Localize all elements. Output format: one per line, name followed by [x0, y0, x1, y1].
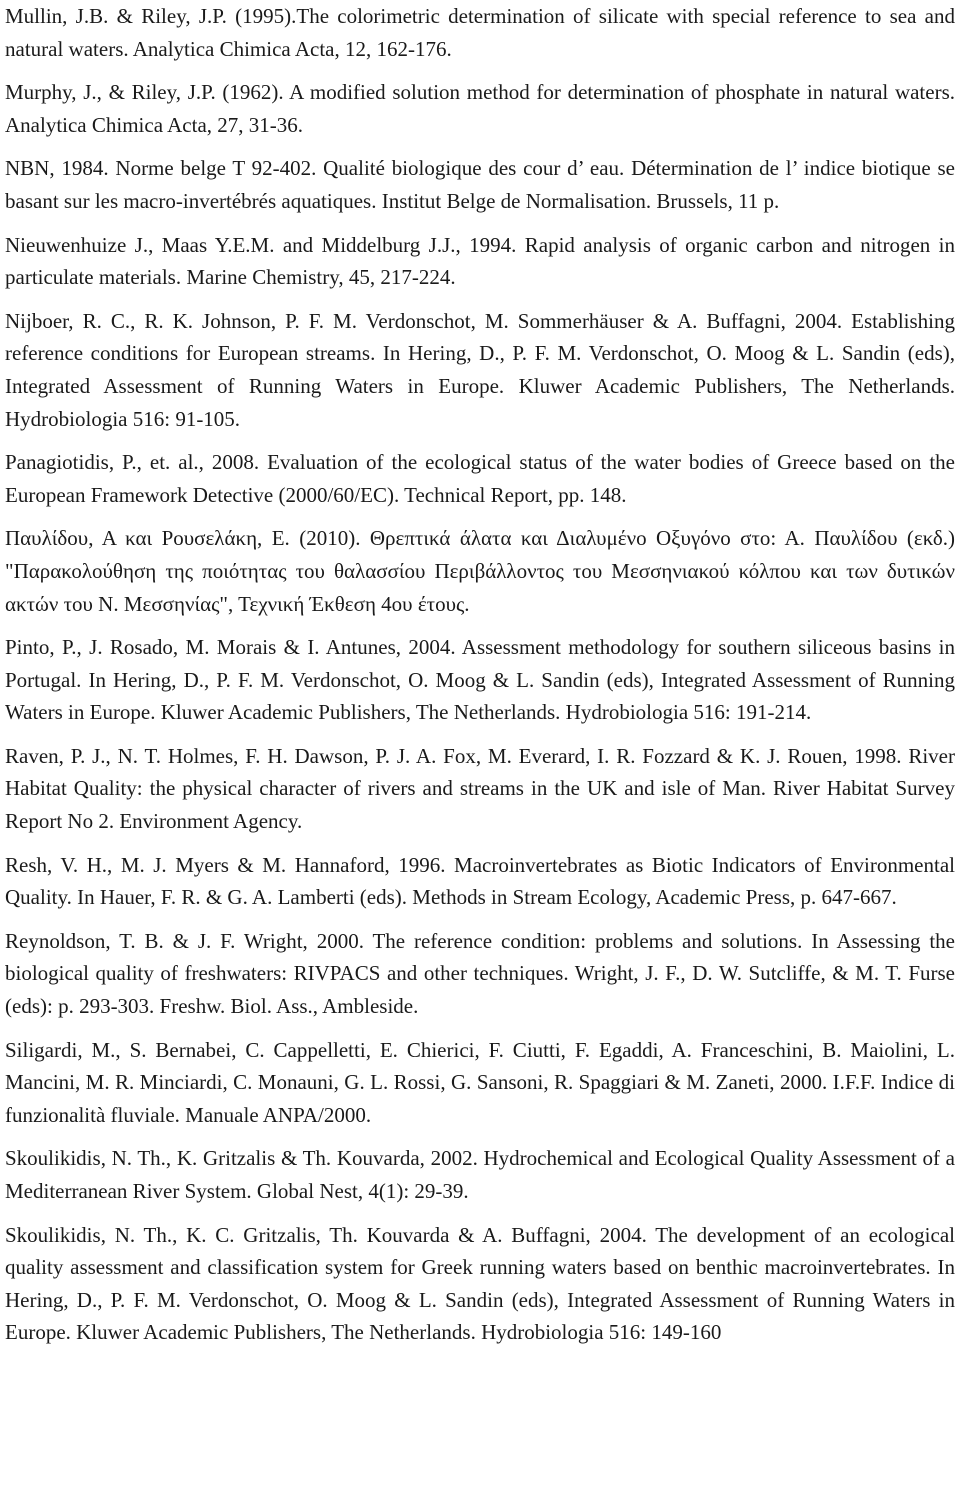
reference-entry-reynoldson-2000: Reynoldson, T. B. & J. F. Wright, 2000. The reference condition: problems and solutions. In Assessing the biological quality of freshwaters: RIVPACS and other techniques. Wright, J. F., D. W. Sutcliffe, & M. T. Furse (eds): p. 293-303. Freshw. Biol. Ass., Ambleside.	[5, 928, 955, 1019]
reference-entry-mullin-1995: Mullin, J.B. & Riley, J.P. (1995).The colorimetric determination of silicate with special reference to sea and natural waters. Analytica Chimica Acta, 12, 162-176.	[5, 4, 955, 61]
reference-entry-resh-1996: Resh, V. H., M. J. Myers & M. Hannaford, 1996. Macroinvertebrates as Biotic Indicators of Environmental Quality. In Hauer, F. R. & G. A. Lamberti (eds). Methods in Stream Ecology, Academic Press, p. 647-667.	[5, 852, 955, 910]
reference-entry-nieuwenhuize-1994: Nieuwenhuize J., Maas Y.E.M. and Middelburg J.J., 1994. Rapid analysis of organic carbon and nitrogen in particulate materials. Marine Chemistry, 45, 217-224.	[5, 232, 955, 290]
reference-entry-pinto-2004: Pinto, P., J. Rosado, M. Morais & I. Antunes, 2004. Assessment methodology for southern siliceous basins in Portugal. In Hering, D., P. F. M. Verdonschot, O. Moog & L. Sandin (eds), Integrated Assessment of Running Waters in Europe. Kluwer Academic Publishers, The Netherlands. Hydrobiologia 516: 191-214.	[5, 635, 955, 725]
reference-entry-panagiotidis-2008: Panagiotidis, P., et. al., 2008. Evaluation of the ecological status of the water bodies of Greece based on the European Framework Detective (2000/60/EC). Technical Report, pp. 148.	[5, 450, 955, 507]
reference-entry-skoulikidis-2002: Skoulikidis, N. Th., K. Gritzalis & Th. Kouvarda, 2002. Hydrochemical and Ecological Quality Assessment of a Mediterranean River System. Global Nest, 4(1): 29-39.	[5, 1146, 955, 1203]
reference-entry-siligardi-2000: Siligardi, M., S. Bernabei, C. Cappelletti, E. Chierici, F. Ciutti, F. Egaddi, A. Franceschini, B. Maiolini, L. Mancini, M. R. Minciardi, C. Monauni, G. L. Rossi, G. Sansoni, R. Spaggiari & M. Zaneti, 2000. I.F.F. Indice di funzionalità fluviale. Manuale ANPA/2000.	[5, 1037, 955, 1127]
reference-entry-skoulikidis-2004: Skoulikidis, N. Th., K. C. Gritzalis, Th. Kouvarda & A. Buffagni, 2004. The development of an ecological quality assessment and classification system for Greek running waters based on benthic macroinvertebrates. In Hering, D., P. F. M. Verdonschot, O. Moog & L. Sandin (eds), Integrated Assessment of Running Waters in Europe. Kluwer Academic Publishers, The Netherlands. Hydrobiologia 516: 149-160	[5, 1222, 955, 1345]
reference-entry-nbn-1984: NBN, 1984. Norme belge T 92-402. Qualité biologique des cour d’ eau. Détermination de l’ indice biotique se basant sur les macro-invertébrés aquatiques. Institut Belge de Normalisation. Brussels, 11 p.	[5, 156, 955, 213]
reference-entry-pavlidou-2010: Παυλίδου, Α και Ρουσελάκη, Ε. (2010). Θρεπτικά άλατα και Διαλυμένο Οξυγόνο στο: Α. Παυλίδου (εκδ.) "Παρακολούθηση της ποιότητας του θαλασσίου Περιβάλλοντος του Μεσσηνιακού κόλπου και των δυτικών ακτών του Ν. Μεσσηνίας", Τεχνική Έκθεση 4ου έτους.	[5, 526, 955, 616]
reference-entry-raven-1998: Raven, P. J., N. T. Holmes, F. H. Dawson, P. J. A. Fox, M. Everard, I. R. Fozzard & K. J. Rouen, 1998. River Habitat Quality: the physical character of rivers and streams in the UK and isle of Man. River Habitat Survey Report No 2. Environment Agency.	[5, 743, 955, 834]
reference-entry-nijboer-2004: Nijboer, R. C., R. K. Johnson, P. F. M. Verdonschot, M. Sommerhäuser & A. Buffagni, 2004. Establishing reference conditions for European streams. In Hering, D., P. F. M. Verdonschot, O. Moog & L. Sandin (eds), Integrated Assessment of Running Waters in Europe. Kluwer Academic Publishers, The Netherlands. Hydrobiologia 516: 91-105.	[5, 308, 955, 431]
reference-list	[5, 0, 955, 1360]
reference-entry-murphy-1962: Murphy, J., & Riley, J.P. (1962). A modified solution method for determination of phosphate in natural waters. Analytica Chimica Acta, 27, 31-36.	[5, 80, 955, 137]
